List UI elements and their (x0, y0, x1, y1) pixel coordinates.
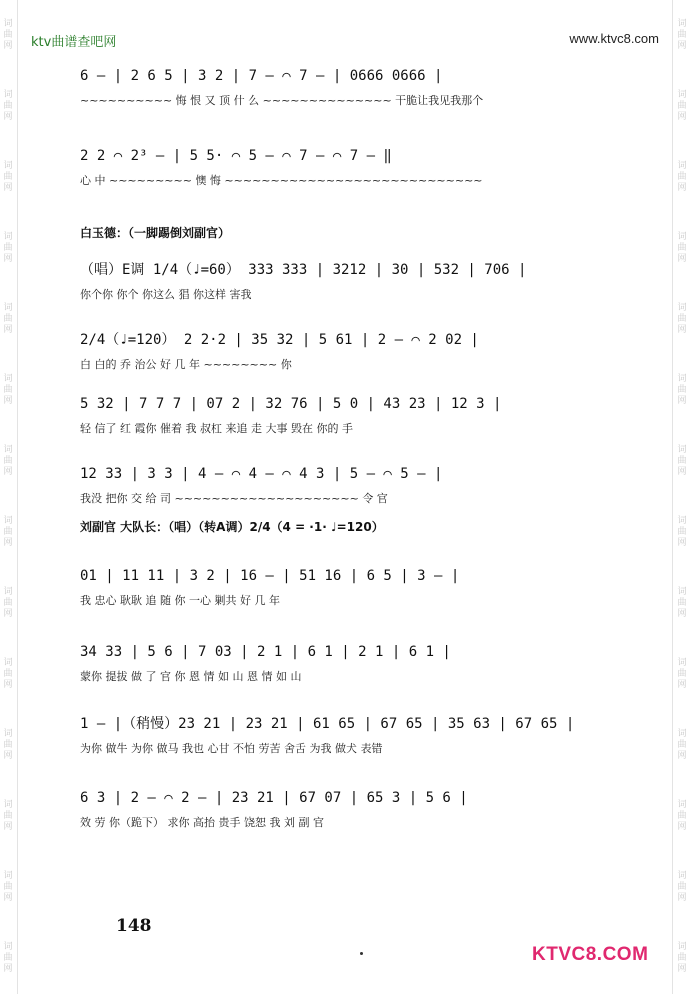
music-score (80, 66, 620, 856)
watermark-glyph-group (677, 800, 686, 833)
watermark-glyph-group (677, 942, 686, 975)
section-heading: 刘副官 大队长：（唱）（转A调）2/4（4 = ·1· ♩=120） (80, 520, 384, 534)
watermark-glyph: 网 (677, 609, 687, 619)
watermark-glyph: 曲 (677, 456, 687, 466)
watermark-glyph-group (3, 516, 12, 549)
page-number: 148 (116, 916, 152, 936)
notation-line: 01 | 11 11 | 3 2 | 16 — | 51 16 | 6 5 | 3 — | (80, 568, 460, 584)
score-row (80, 66, 620, 108)
watermark-glyph: 曲 (677, 882, 687, 892)
lyrics-line: 我 忠心 耿耿 追 随 你 一心 剿共 好 几 年 (80, 594, 280, 607)
score-row (80, 714, 620, 756)
watermark-glyph: 词 (677, 942, 687, 952)
watermark-glyph-group (3, 800, 12, 833)
watermark-glyph: 词 (677, 658, 687, 668)
notation-line: 6 3 | 2 — ⌒ 2 — | 23 21 | 67 07 | 65 3 | 5 6 | (80, 790, 468, 806)
watermark-glyph-group (3, 161, 12, 194)
watermark-glyph: 网 (3, 538, 13, 548)
watermark-glyph: 曲 (3, 314, 13, 324)
watermark-glyph-group (677, 587, 686, 620)
watermark-glyph: 词 (3, 942, 13, 952)
left-strip-rule (17, 0, 18, 994)
watermark-glyph: 曲 (3, 882, 13, 892)
notation-line: 5 32 | 7 7 7 | 07 2 | 32 76 | 5 0 | 43 23 | 12 3 | (80, 396, 502, 412)
watermark-glyph: 曲 (677, 953, 687, 963)
watermark-glyph: 曲 (3, 811, 13, 821)
watermark-glyph: 词 (677, 871, 687, 881)
watermark-glyph: 词 (677, 374, 687, 384)
watermark-glyph: 网 (3, 609, 13, 619)
notation-line: （唱）E调 1/4（♩=60） 333 333 | 3212 | 30 | 532 | 706 | (80, 262, 527, 278)
watermark-glyph: 词 (3, 445, 13, 455)
watermark-glyph: 网 (677, 467, 687, 477)
watermark-glyph: 曲 (3, 243, 13, 253)
watermark-glyph: 网 (677, 396, 687, 406)
notation-line: 34 33 | 5 6 | 7 03 | 2 1 | 6 1 | 2 1 | 6 1 | (80, 644, 451, 660)
lyrics-line: 蒙你 提拔 做 了 官 你 恩 情 如 山 恩 情 如 山 (80, 670, 302, 683)
watermark-glyph-group (677, 19, 686, 52)
watermark-glyph: 词 (3, 232, 13, 242)
watermark-glyph: 词 (3, 161, 13, 171)
lyrics-line: 我没 把你 交 给 司 ~~~~~~~~~~~~~~~~~~~~ 令 官 (80, 492, 388, 505)
watermark-glyph: 网 (3, 680, 13, 690)
watermark-glyph: 网 (677, 254, 687, 264)
lyrics-line: 白 白的 乔 治公 好 几 年 ~~~~~~~~ 你 (80, 358, 292, 371)
score-row (80, 566, 620, 608)
watermark-glyph-group (3, 374, 12, 407)
watermark-glyph-group (677, 445, 686, 478)
watermark-glyph: 曲 (3, 172, 13, 182)
watermark-glyph: 曲 (677, 243, 687, 253)
watermark-glyph-group (3, 658, 12, 691)
watermark-glyph: 曲 (3, 527, 13, 537)
watermark-glyph: 曲 (677, 740, 687, 750)
watermark-glyph: 词 (3, 658, 13, 668)
watermark-glyph: 词 (677, 800, 687, 810)
watermark-glyph: 曲 (677, 385, 687, 395)
watermark-glyph: 网 (3, 751, 13, 761)
lyrics-line: 心 中 ~~~~~~~~~ 懊 悔 ~~~~~~~~~~~~~~~~~~~~~~~~~~~~ (80, 174, 483, 187)
section-heading: 白玉德：（一脚踢倒刘副官） (80, 226, 231, 240)
lyrics-line: 效 劳 你（跪下） 求你 高抬 贵手 饶恕 我 刘 副 官 (80, 816, 324, 829)
score-row (80, 642, 620, 684)
watermark-glyph-group (677, 374, 686, 407)
watermark-glyph: 网 (677, 822, 687, 832)
left-watermark-strip (0, 0, 16, 994)
watermark-glyph: 词 (3, 516, 13, 526)
watermark-glyph: 曲 (677, 101, 687, 111)
watermark-glyph-group (677, 303, 686, 336)
watermark-glyph: 曲 (677, 30, 687, 40)
watermark-glyph: 网 (677, 680, 687, 690)
watermark-glyph: 曲 (3, 456, 13, 466)
watermark-glyph: 网 (3, 396, 13, 406)
notation-line: 12 33 | 3 3 | 4 — ⌒ 4 — ⌒ 4 3 | 5 — ⌒ 5 — | (80, 466, 443, 482)
score-row (80, 394, 620, 436)
watermark-glyph: 网 (3, 183, 13, 193)
lyrics-line: 你个你 你个 你这么 猖 你这样 害我 (80, 288, 252, 301)
site-name[interactable]: ktv曲谱查吧网 (31, 35, 117, 50)
watermark-glyph: 词 (677, 587, 687, 597)
watermark-glyph: 曲 (3, 598, 13, 608)
watermark-glyph: 曲 (3, 740, 13, 750)
watermark-glyph-group (3, 587, 12, 620)
score-row (80, 330, 620, 372)
watermark-glyph-group (3, 19, 12, 52)
watermark-glyph: 词 (677, 19, 687, 29)
watermark-glyph: 词 (677, 516, 687, 526)
watermark-glyph-group (3, 90, 12, 123)
watermark-glyph-group (677, 871, 686, 904)
watermark-glyph-group (677, 658, 686, 691)
watermark-glyph: 网 (3, 822, 13, 832)
watermark-glyph: 词 (3, 303, 13, 313)
watermark-glyph: 网 (3, 467, 13, 477)
watermark-glyph-group (677, 161, 686, 194)
footer-logo[interactable]: KTVC8.COM (532, 944, 649, 965)
watermark-glyph-group (677, 232, 686, 265)
watermark-glyph: 网 (3, 112, 13, 122)
watermark-glyph: 曲 (3, 101, 13, 111)
watermark-glyph: 词 (677, 303, 687, 313)
watermark-glyph: 曲 (677, 172, 687, 182)
watermark-glyph: 词 (3, 19, 13, 29)
watermark-glyph: 网 (677, 751, 687, 761)
watermark-glyph-group (677, 729, 686, 762)
watermark-glyph: 曲 (677, 527, 687, 537)
watermark-glyph-group (3, 871, 12, 904)
notation-line: 1 — |（稍慢）23 21 | 23 21 | 61 65 | 67 65 | 35 63 | 67 65 | (80, 716, 575, 732)
watermark-glyph: 词 (3, 800, 13, 810)
watermark-glyph: 网 (3, 893, 13, 903)
watermark-glyph: 词 (3, 90, 13, 100)
watermark-glyph-group (3, 232, 12, 265)
notation-line: 2/4（♩=120） 2 2·2 | 35 32 | 5 61 | 2 — ⌒ 2 02 | (80, 332, 479, 348)
watermark-glyph-group (3, 942, 12, 975)
notation-line: 6 — | 2 6 5 | 3 2 | 7 — ⌒ 7 — | 0666 0666 | (80, 68, 443, 84)
watermark-glyph: 曲 (3, 385, 13, 395)
watermark-glyph: 曲 (3, 30, 13, 40)
watermark-glyph: 词 (677, 161, 687, 171)
score-row (80, 788, 620, 830)
lyrics-line: 为你 做牛 为你 做马 我也 心甘 不怕 劳苦 舍舌 为我 做犬 表错 (80, 742, 383, 755)
watermark-glyph: 词 (677, 232, 687, 242)
watermark-glyph: 曲 (677, 669, 687, 679)
watermark-glyph: 网 (677, 183, 687, 193)
watermark-glyph: 网 (3, 964, 13, 974)
right-watermark-strip (674, 0, 690, 994)
watermark-glyph: 词 (3, 587, 13, 597)
watermark-glyph-group (3, 729, 12, 762)
score-row (80, 146, 620, 188)
lyrics-line: ~~~~~~~~~~ 悔 恨 又 顶 什 么 ~~~~~~~~~~~~~~ 干脆让我见我那个 (80, 94, 484, 107)
watermark-glyph: 词 (3, 871, 13, 881)
right-strip-rule (672, 0, 673, 994)
watermark-glyph: 网 (677, 41, 687, 51)
watermark-glyph: 网 (3, 325, 13, 335)
watermark-glyph: 词 (3, 729, 13, 739)
notation-line: 2 2 ⌒ 2³ — | 5 5· ⌒ 5 — ⌒ 7 — ⌒ 7 — ‖ (80, 148, 392, 164)
watermark-glyph: 曲 (677, 811, 687, 821)
score-row (80, 464, 620, 506)
site-url[interactable]: www.ktvc8.com (569, 31, 659, 46)
watermark-glyph: 词 (3, 374, 13, 384)
watermark-glyph-group (3, 445, 12, 478)
watermark-glyph: 曲 (3, 953, 13, 963)
watermark-glyph: 网 (677, 964, 687, 974)
watermark-glyph: 网 (677, 538, 687, 548)
watermark-glyph: 曲 (3, 669, 13, 679)
lyrics-line: 轻 信了 红 霞你 催着 我 叔杠 来追 走 大事 毁在 你的 手 (80, 422, 353, 435)
watermark-glyph: 曲 (677, 598, 687, 608)
watermark-glyph: 词 (677, 729, 687, 739)
watermark-glyph: 网 (3, 254, 13, 264)
watermark-glyph-group (677, 516, 686, 549)
watermark-glyph: 曲 (677, 314, 687, 324)
watermark-glyph: 网 (677, 893, 687, 903)
watermark-glyph: 网 (677, 112, 687, 122)
watermark-glyph-group (677, 90, 686, 123)
footer-dot (360, 952, 363, 955)
watermark-glyph: 网 (3, 41, 13, 51)
score-row (80, 260, 620, 302)
watermark-glyph: 网 (677, 325, 687, 335)
watermark-glyph-group (3, 303, 12, 336)
watermark-glyph: 词 (677, 445, 687, 455)
watermark-glyph: 词 (677, 90, 687, 100)
